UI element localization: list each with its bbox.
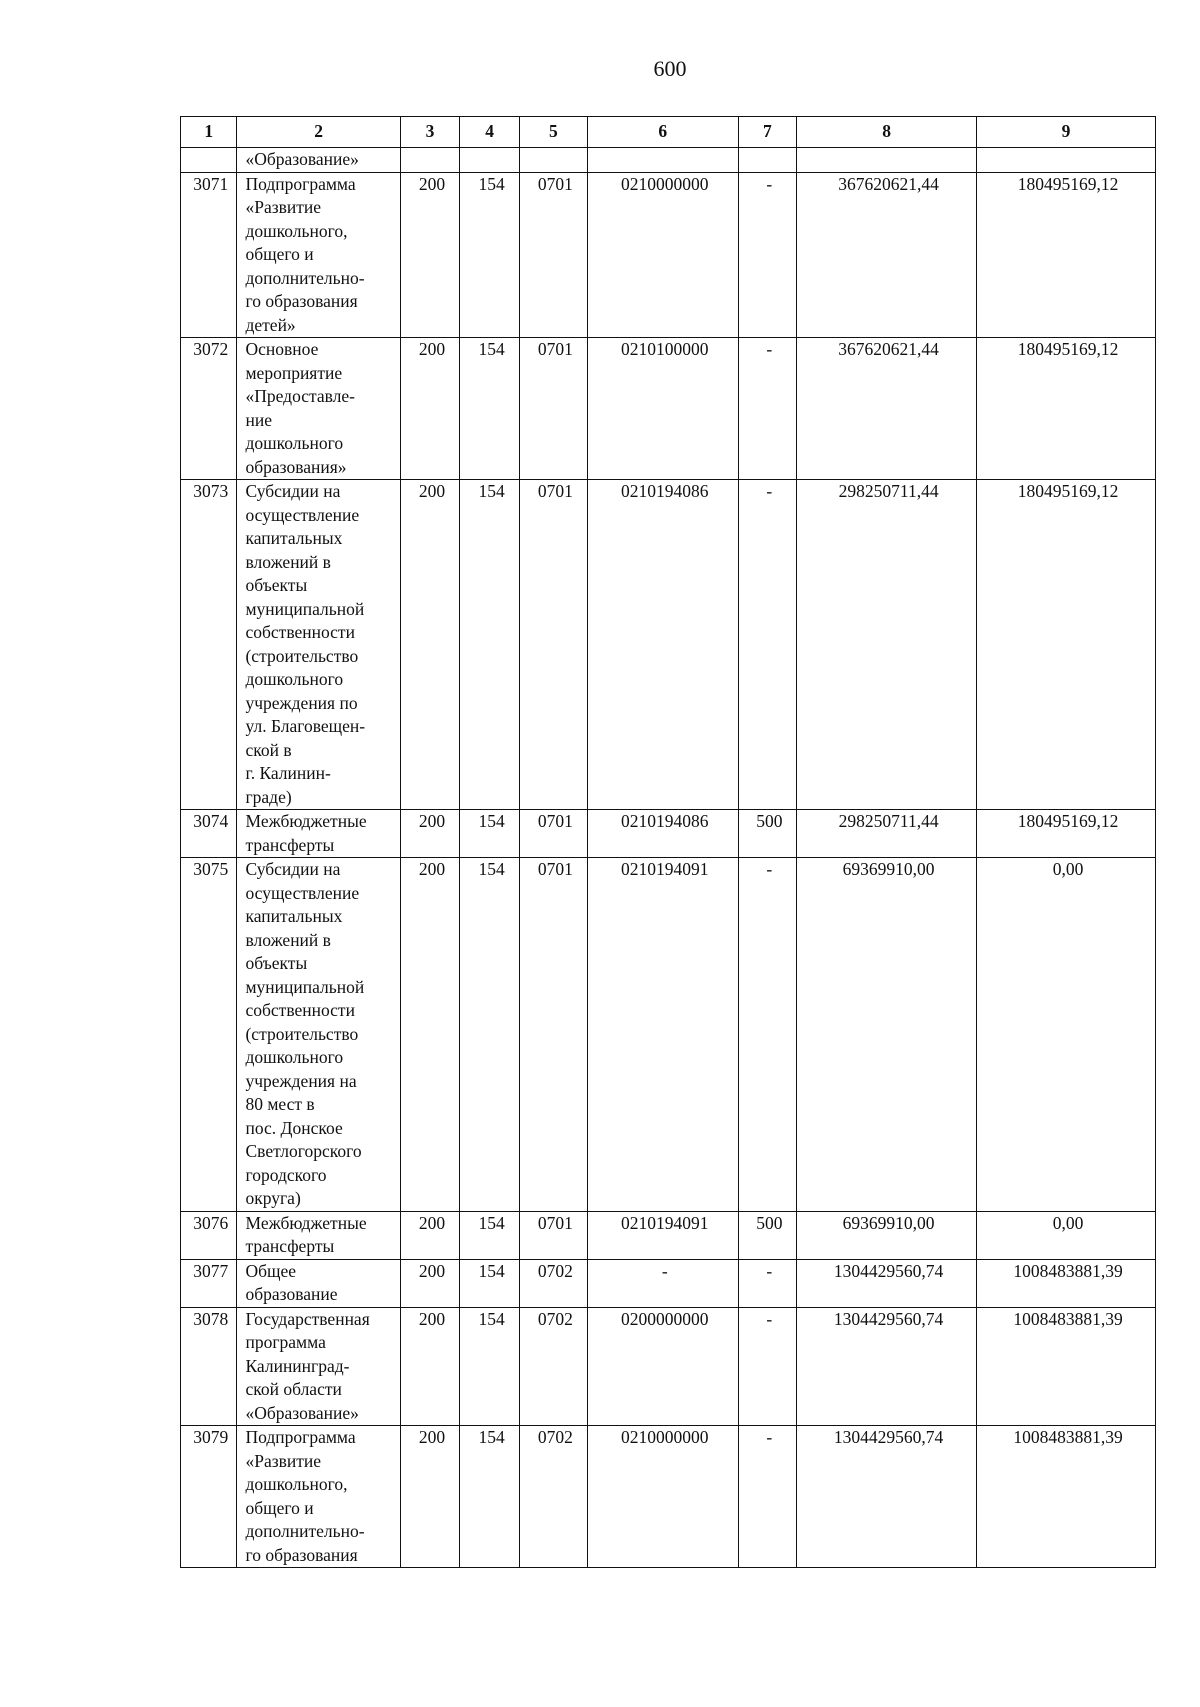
row-number: 3078 [181,1307,237,1426]
amount-8: 1304429560,74 [797,1259,977,1307]
item-name: Субсидии на осуществление капитальных вложений в объекты муниципальной собственности (строительство дошкольного учреждения на 80 мест в пос. Донское Светлогорского городского округа) [237,858,400,1212]
amount-8: 69369910,00 [797,858,977,1212]
code-3: 200 [400,858,460,1212]
code-5: 0702 [519,1426,587,1568]
carry-over-row [181,148,1156,173]
code-5: 0701 [519,480,587,810]
column-header: 1 [181,117,237,148]
code-7: - [738,1426,797,1568]
column-header: 5 [519,117,587,148]
code-3: 200 [400,172,460,338]
code-5: 0702 [519,1307,587,1426]
item-name: Субсидии на осуществление капитальных вложений в объекты муниципальной собственности (строительство дошкольного учреждения по ул. Благовещен- ской в г. Калинин- граде) [237,480,400,810]
code-7: 500 [738,810,797,858]
code-4: 154 [460,172,520,338]
column-header: 2 [237,117,400,148]
code-3: 200 [400,1259,460,1307]
code-6: 0210000000 [587,1426,738,1568]
code-7: - [738,480,797,810]
item-name: Подпрограмма «Развитие дошкольного, общего и дополнительно- го образования [237,1426,400,1568]
code-6: 0200000000 [587,1307,738,1426]
code-6: 0210194086 [587,480,738,810]
row-number: 3077 [181,1259,237,1307]
code-3: 200 [400,810,460,858]
code-4: 154 [460,810,520,858]
code-5: 0702 [519,1259,587,1307]
code-3: 200 [400,1211,460,1259]
column-header: 8 [797,117,977,148]
amount-8: 1304429560,74 [797,1426,977,1568]
budget-table [180,116,1156,1568]
table-row [181,810,1156,858]
code-4: 154 [460,480,520,810]
code-4: 154 [460,1211,520,1259]
row-number: 3075 [181,858,237,1212]
column-header: 6 [587,117,738,148]
amount-9: 1008483881,39 [977,1307,1156,1426]
column-header: 9 [977,117,1156,148]
code-5: 0701 [519,338,587,480]
item-name: Подпрограмма «Развитие дошкольного, общего и дополнительно- го образования детей» [237,172,400,338]
carry-over-text: «Образование» [237,148,400,173]
code-5: 0701 [519,1211,587,1259]
code-3: 200 [400,1426,460,1568]
table-row [181,1426,1156,1568]
row-number: 3071 [181,172,237,338]
row-number: 3076 [181,1211,237,1259]
table-row [181,172,1156,338]
amount-9: 180495169,12 [977,172,1156,338]
amount-9: 0,00 [977,1211,1156,1259]
row-number: 3074 [181,810,237,858]
item-name: Государственная программа Калининград- ской области «Образование» [237,1307,400,1426]
amount-8: 367620621,44 [797,172,977,338]
code-4: 154 [460,1259,520,1307]
code-4: 154 [460,338,520,480]
row-number: 3073 [181,480,237,810]
code-6: 0210000000 [587,172,738,338]
table-row [181,858,1156,1212]
item-name: Межбюджетные трансферты [237,810,400,858]
amount-8: 1304429560,74 [797,1307,977,1426]
amount-9: 1008483881,39 [977,1259,1156,1307]
table-row [181,1307,1156,1426]
table-row [181,1259,1156,1307]
table-row [181,338,1156,480]
code-7: - [738,338,797,480]
amount-9: 180495169,12 [977,338,1156,480]
code-5: 0701 [519,810,587,858]
code-6: - [587,1259,738,1307]
row-number: 3079 [181,1426,237,1568]
code-7: - [738,172,797,338]
amount-9: 180495169,12 [977,480,1156,810]
code-5: 0701 [519,172,587,338]
amount-8: 367620621,44 [797,338,977,480]
page-number: 600 [653,56,687,81]
code-6: 0210194086 [587,810,738,858]
code-6: 0210100000 [587,338,738,480]
code-4: 154 [460,1426,520,1568]
item-name: Межбюджетные трансферты [237,1211,400,1259]
code-7: - [738,858,797,1212]
table-row [181,480,1156,810]
amount-9: 1008483881,39 [977,1426,1156,1568]
code-3: 200 [400,480,460,810]
code-6: 0210194091 [587,858,738,1212]
item-name: Основное мероприятие «Предоставле- ние дошкольного образования» [237,338,400,480]
amount-8: 69369910,00 [797,1211,977,1259]
code-7: - [738,1307,797,1426]
code-4: 154 [460,1307,520,1426]
amount-9: 180495169,12 [977,810,1156,858]
code-6: 0210194091 [587,1211,738,1259]
row-number: 3072 [181,338,237,480]
table-row [181,1211,1156,1259]
code-7: 500 [738,1211,797,1259]
column-header: 7 [738,117,797,148]
column-header: 4 [460,117,520,148]
code-5: 0701 [519,858,587,1212]
amount-9: 0,00 [977,858,1156,1212]
code-7: - [738,1259,797,1307]
item-name: Общее образование [237,1259,400,1307]
column-header: 3 [400,117,460,148]
header-row [181,117,1156,148]
amount-8: 298250711,44 [797,810,977,858]
code-3: 200 [400,338,460,480]
amount-8: 298250711,44 [797,480,977,810]
code-3: 200 [400,1307,460,1426]
code-4: 154 [460,858,520,1212]
